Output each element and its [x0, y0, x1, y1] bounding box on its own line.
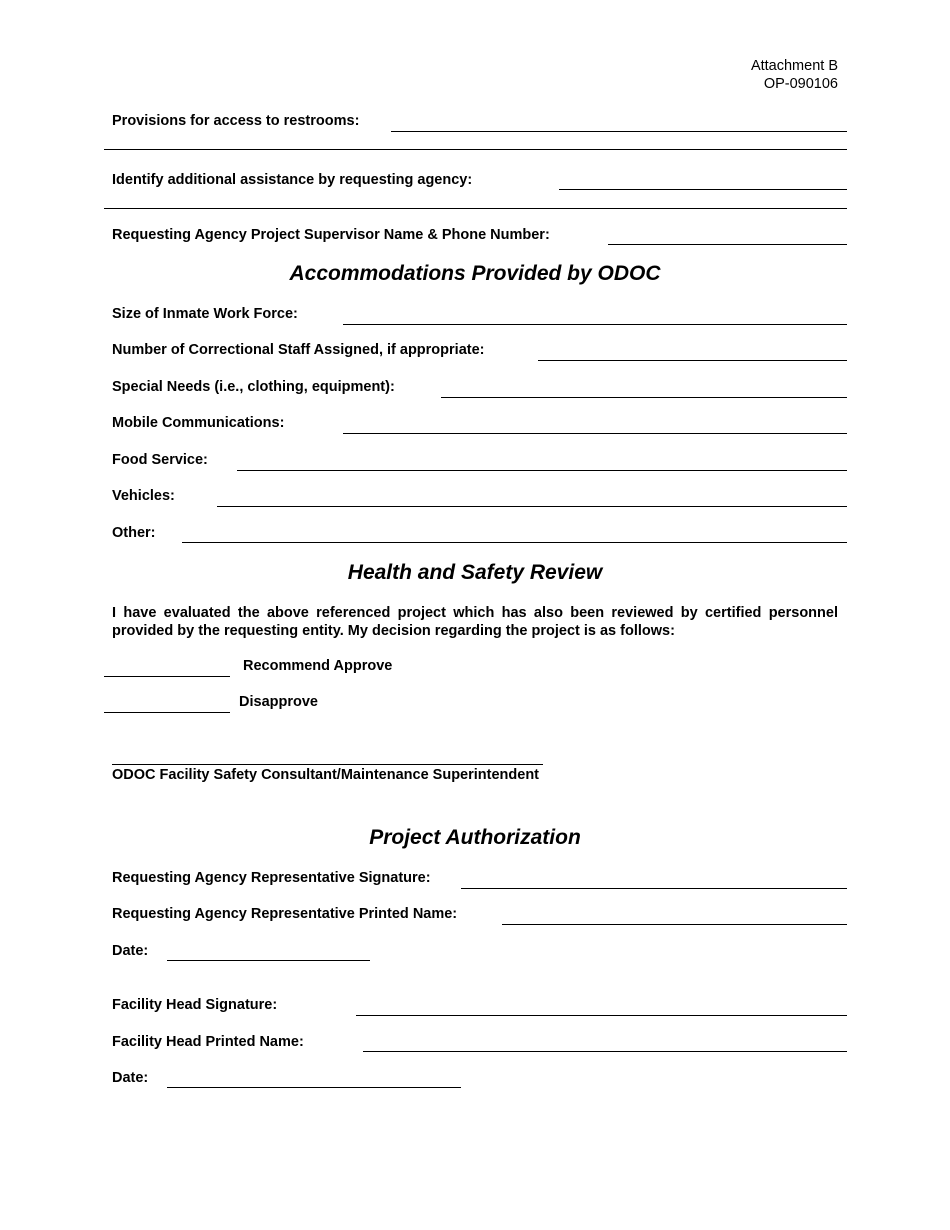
approve-input-line[interactable]: [104, 676, 230, 677]
divider-2: [104, 208, 847, 209]
date-1-input-line[interactable]: [167, 960, 370, 961]
supervisor-label: Requesting Agency Project Supervisor Name & Phone Number:: [112, 227, 550, 243]
disapprove-input-line[interactable]: [104, 712, 230, 713]
special-needs-input-line[interactable]: [441, 397, 847, 398]
restrooms-label: Provisions for access to restrooms:: [112, 113, 360, 129]
rep-printed-input-line[interactable]: [502, 924, 847, 925]
vehicles-label: Vehicles:: [112, 488, 175, 504]
assistance-label: Identify additional assistance by requesting agency:: [112, 172, 473, 188]
mobile-label: Mobile Communications:: [112, 415, 285, 431]
mobile-input-line[interactable]: [343, 433, 847, 434]
authorization-title: Project Authorization: [369, 826, 581, 849]
rep-signature-input-line[interactable]: [461, 888, 847, 889]
vehicles-input-line[interactable]: [217, 506, 847, 507]
disapprove-label: Disapprove: [239, 694, 318, 710]
attachment-label: Attachment B: [750, 58, 838, 74]
consultant-signature-line[interactable]: [112, 764, 543, 765]
assistance-input-line[interactable]: [559, 189, 847, 190]
other-input-line[interactable]: [182, 542, 847, 543]
other-label: Other:: [112, 525, 156, 541]
date-1-label: Date:: [112, 943, 149, 959]
health-safety-title: Health and Safety Review: [347, 561, 603, 584]
supervisor-input-line[interactable]: [608, 244, 847, 245]
food-label: Food Service:: [112, 452, 208, 468]
document-header: [751, 57, 838, 93]
rep-printed-label: Requesting Agency Representative Printed Name:: [112, 906, 458, 922]
special-needs-label: Special Needs (i.e., clothing, equipment):: [112, 379, 395, 395]
rep-signature-label: Requesting Agency Representative Signature:: [112, 870, 431, 886]
date-2-input-line[interactable]: [167, 1087, 461, 1088]
head-printed-label: Facility Head Printed Name:: [112, 1034, 304, 1050]
staff-label: Number of Correctional Staff Assigned, if appropriate:: [112, 342, 485, 358]
food-input-line[interactable]: [237, 470, 847, 471]
head-printed-input-line[interactable]: [363, 1051, 847, 1052]
divider-1: [104, 149, 847, 150]
approve-label: Recommend Approve: [243, 658, 393, 674]
document-code: OP-090106: [763, 76, 838, 92]
date-2-label: Date:: [112, 1070, 149, 1086]
staff-input-line[interactable]: [538, 360, 847, 361]
head-signature-label: Facility Head Signature:: [112, 997, 278, 1013]
work-force-label: Size of Inmate Work Force:: [112, 306, 298, 322]
evaluation-statement: I have evaluated the above referenced project which has also been reviewed by certified personnel provided by the requesting entity. My decision regarding the project is as follows:: [112, 605, 838, 639]
restrooms-input-line[interactable]: [391, 131, 847, 132]
accommodations-title: Accommodations Provided by ODOC: [289, 262, 661, 285]
consultant-caption: ODOC Facility Safety Consultant/Maintenance Superintendent: [112, 767, 540, 783]
work-force-input-line[interactable]: [343, 324, 847, 325]
head-signature-input-line[interactable]: [356, 1015, 847, 1016]
